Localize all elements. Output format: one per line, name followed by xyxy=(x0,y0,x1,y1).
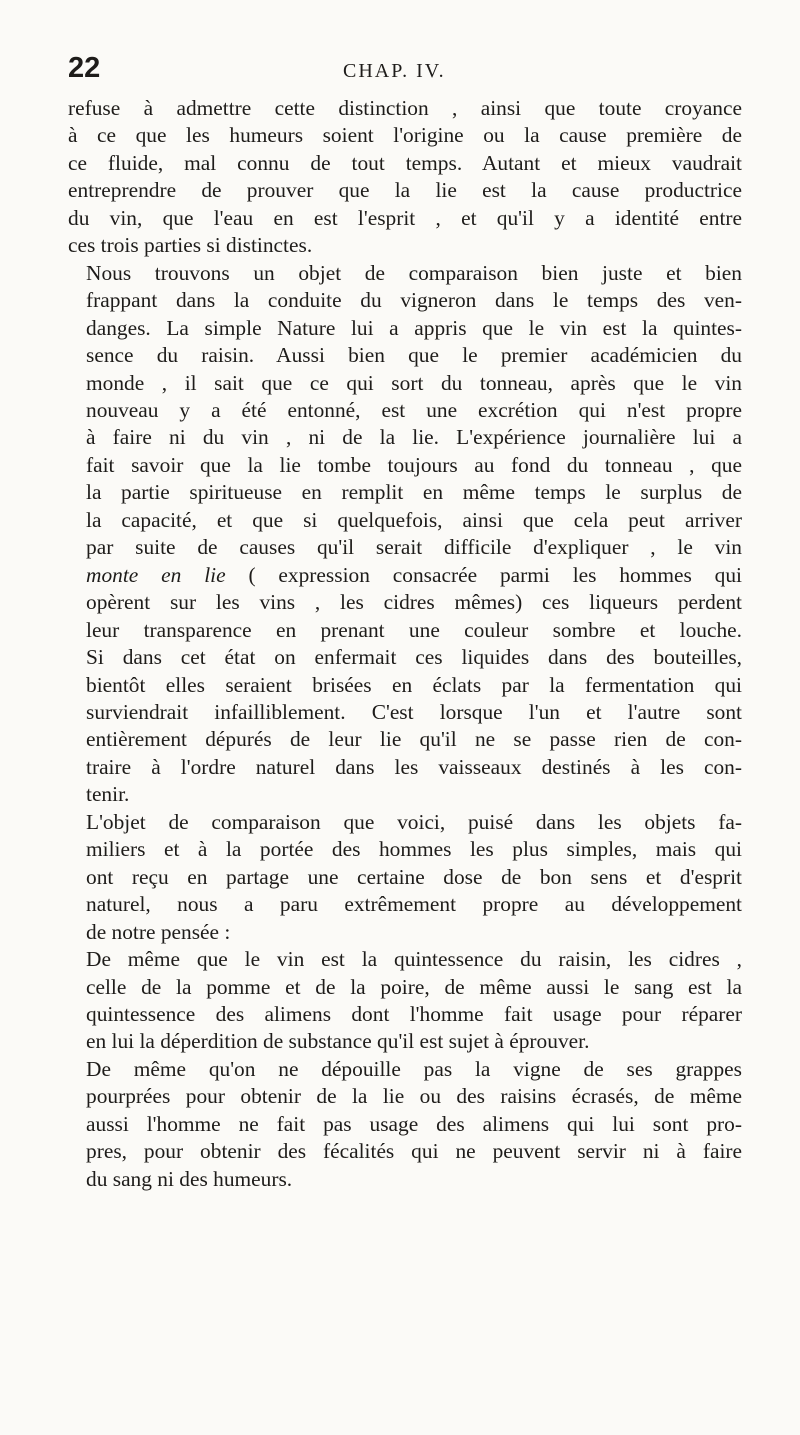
text-line: à faire ni du vin , ni de la lie. L'expérience journalière lui a xyxy=(86,425,742,450)
text-line: ces trois parties si distinctes. xyxy=(68,233,313,258)
text-line: monde , il sait que ce qui sort du tonneau, après que le vin xyxy=(86,370,742,395)
text-line: quintessence des alimens dont l'homme fait usage pour réparer xyxy=(86,1001,742,1026)
text-line: nouveau y a été entonné, est une excrétion qui n'est propre xyxy=(86,397,742,422)
paragraph xyxy=(68,95,742,260)
text-line: aussi l'homme ne fait pas usage des alimens qui lui sont pro- xyxy=(86,1111,742,1136)
text-line: ce fluide, mal connu de tout temps. Autant et mieux vaudrait xyxy=(68,150,742,175)
body-text xyxy=(68,95,742,1193)
text-line: la capacité, et que si quelquefois, ainsi que cela peut arriver xyxy=(86,507,742,532)
text-line: sence du raisin. Aussi bien que le premier académicien du xyxy=(86,343,742,368)
text-line: la partie spiritueuse en remplit en même temps le surplus de xyxy=(86,480,742,505)
page-number: 22 xyxy=(68,52,101,84)
text-line: leur transparence en prenant une couleur sombre et louche. xyxy=(86,617,742,642)
text-line: par suite de causes qu'il serait difficile d'expliquer , le vin xyxy=(86,535,742,560)
text-line: De même que le vin est la quintessence du raisin, les cidres , xyxy=(86,947,742,972)
text-line: du sang ni des humeurs. xyxy=(86,1166,293,1191)
text-line: pourprées pour obtenir de la lie ou des raisins écrasés, de même xyxy=(86,1084,742,1109)
text-line: Si dans cet état on enfermait ces liquides dans des bouteilles, xyxy=(86,645,742,670)
text-line: opèrent sur les vins , les cidres mêmes) ces liqueurs perdent xyxy=(86,590,742,615)
paragraph xyxy=(68,260,742,809)
text-line: celle de la pomme et de la poire, de même aussi le sang est la xyxy=(86,974,742,999)
text-line: ont reçu en partage une certaine dose de bon sens et d'esprit xyxy=(86,864,742,889)
text-line: entièrement dépurés de leur lie qu'il ne se passe rien de con- xyxy=(86,727,742,752)
text-line: frappant dans la conduite du vigneron dans le temps des ven- xyxy=(86,288,742,313)
italic-expression: monte en lie xyxy=(86,562,226,587)
text-line: refuse à admettre cette distinction , ainsi que toute croyance xyxy=(68,96,742,120)
text-line: tenir. xyxy=(86,782,130,807)
text-line: à ce que les humeurs soient l'origine ou la cause première de xyxy=(68,123,742,148)
paragraph xyxy=(68,1056,742,1193)
text-line: De même qu'on ne dépouille pas la vigne de ses grappes xyxy=(86,1056,742,1081)
text-line: fait savoir que la lie tombe toujours au fond du tonneau , que xyxy=(86,452,742,477)
running-head: CHAP. IV. xyxy=(343,60,446,82)
text-line: surviendrait infailliblement. C'est lorsque l'un et l'autre sont xyxy=(86,699,742,724)
text-line: miliers et à la portée des hommes les plus simples, mais qui xyxy=(86,837,742,862)
paragraph xyxy=(68,946,742,1056)
text-line: entreprendre de prouver que la lie est la cause productrice xyxy=(68,178,742,203)
text-line: de notre pensée : xyxy=(86,919,231,944)
text-line: pres, pour obtenir des fécalités qui ne peuvent servir ni à faire xyxy=(86,1139,742,1164)
text-line: bientôt elles seraient brisées en éclats par la fermentation qui xyxy=(86,672,742,697)
text-line: traire à l'ordre naturel dans les vaisseaux destinés à les con- xyxy=(86,754,742,779)
page-header xyxy=(68,52,740,92)
paragraph xyxy=(68,809,742,946)
text-line: Nous trouvons un objet de comparaison bien juste et bien xyxy=(86,260,742,285)
text-line: L'objet de comparaison que voici, puisé dans les objets fa- xyxy=(86,809,742,834)
text-line: en lui la déperdition de substance qu'il est sujet à éprouver. xyxy=(86,1029,590,1054)
text-line: du vin, que l'eau en est l'esprit , et qu'il y a identité entre xyxy=(68,205,742,230)
text-line-italic: monte en lie ( expression consacrée parmi les hommes qui xyxy=(86,562,743,587)
text-line: danges. La simple Nature lui a appris que le vin est la quintes- xyxy=(86,315,742,340)
text-line: naturel, nous a paru extrêmement propre au développement xyxy=(86,892,742,917)
